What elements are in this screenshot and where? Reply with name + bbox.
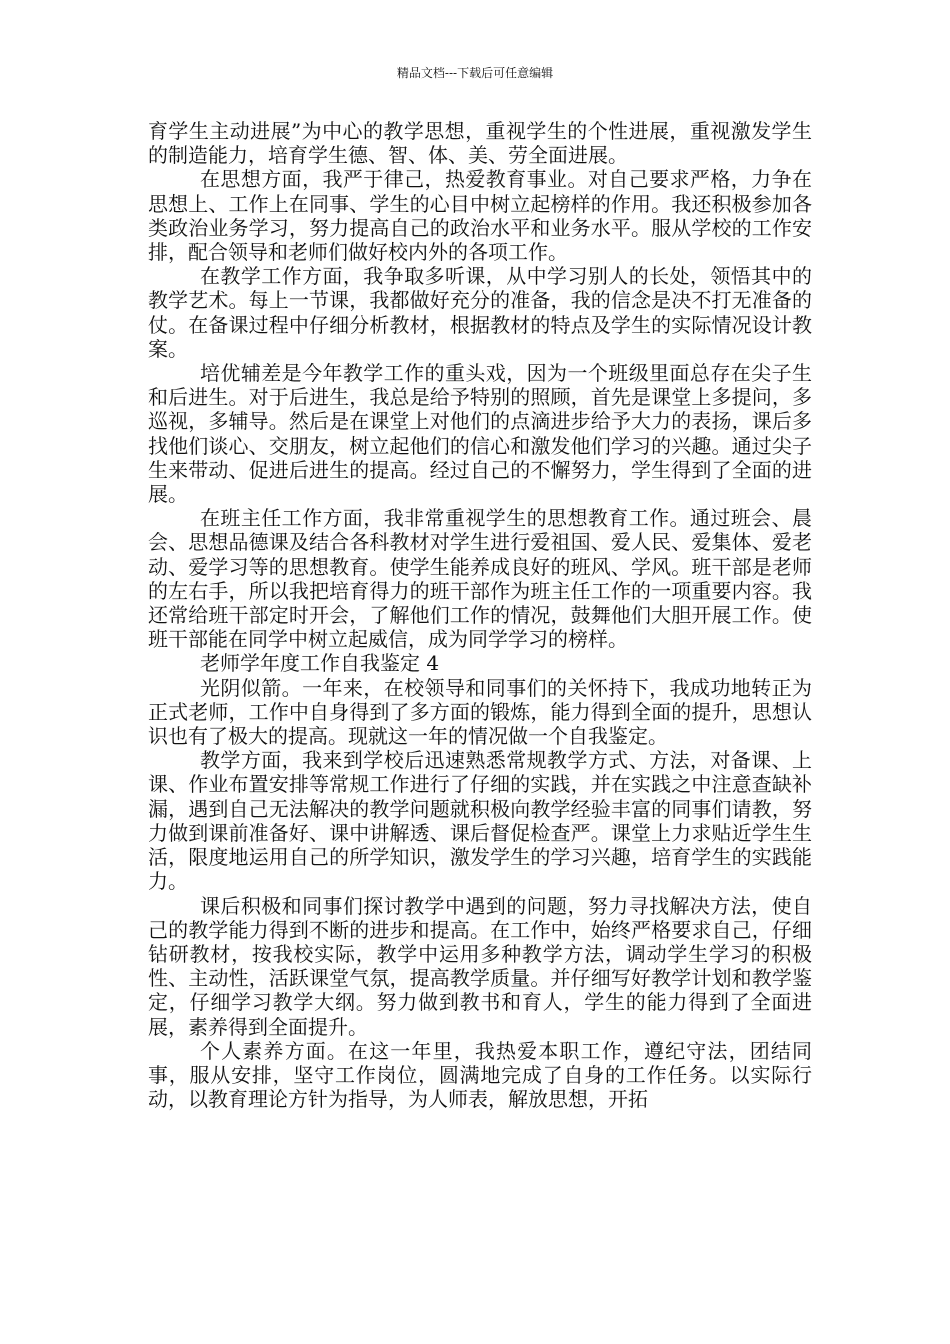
paragraph: 在教学工作方面，我争取多听课，从中学习别人的长处，领悟其中的教学艺术。每上一节课，我都做好充分的准备，我的信念是决不打无准备的仗。在备课过程中仔细分析教材，根据教材的特点及学生的实际情况设计教案。 [148, 264, 812, 361]
page-header: 精品文档---下载后可任意编辑 [396, 66, 554, 80]
paragraph: 在思想方面，我严于律己，热爱教育事业。对自己要求严格，力争在思想上、工作上在同事、学生的心目中树立起榜样的作用。我还积极参加各类政治业务学习，努力提高自己的政治水平和业务水平。服从学校的工作安排，配合领导和老师们做好校内外的各项工作。 [148, 167, 812, 265]
paragraph: 个人素养方面。在这一年里，我热爱本职工作，遵纪守法，团结同事，服从安排，坚守工作岗位，圆满地完成了自身的工作任务。以实际行动，以教育理论方针为指导，为人师表，解放思想，开拓 [148, 1038, 812, 1112]
paragraph: 光阴似箭。一年来，在校领导和同事们的关怀持下，我成功地转正为正式老师，工作中自身得到了多方面的锻炼，能力得到全面的提升，思想认识也有了极大的提高。现就这一年的情况做一个自我鉴定。 [148, 675, 812, 749]
paragraph: 教学方面，我来到学校后迅速熟悉常规教学方式、方法，对备课、上课、作业布置安排等常规工作进行了仔细的实践，并在实践之中注意查缺补漏，遇到自己无法解决的教学问题就积极向教学经验丰富的同事们请教，努力做到课前准备好、课中讲解透、课后督促检查严。课堂上力求贴近学生生活，限度地运用自己的所学知识，激发学生的学习兴趣，培育学生的实践能力。 [148, 748, 812, 894]
paragraph: 培优辅差是今年教学工作的重头戏，因为一个班级里面总存在尖子生和后进生。对于后进生，我总是给予特别的照顾，首先是课堂上多提问，多巡视，多辅导。然后是在课堂上对他们的点滴进步给予大力的表扬，课后多找他们谈心、交朋友，树立起他们的信心和激发他们学习的兴趣。通过尖子生来带动、促进后进生的提高。经过自己的不懈努力，学生得到了全面的进展。 [148, 361, 812, 507]
document-body [148, 119, 812, 1111]
paragraph: 在班主任工作方面，我非常重视学生的思想教育工作。通过班会、晨会、思想品德课及结合各科教材对学生进行爱祖国、爱人民、爱集体、爱老动、爱学习等的思想教育。使学生能养成良好的班风、学风。班干部是老师的左右手，所以我把培育得力的班干部作为班主任工作的一项重要内容。我还常给班干部定时开会，了解他们工作的情况，鼓舞他们大胆开展工作。使班干部能在同学中树立起威信，成为同学学习的榜样。 [148, 506, 812, 652]
paragraph: 育学生主动进展”为中心的教学思想，重视学生的个性进展，重视激发学生的制造能力，培育学生德、智、体、美、劳全面进展。 [148, 119, 812, 168]
section-title: 老师学年度工作自我鉴定 4 [200, 651, 440, 676]
paragraph: 课后积极和同事们探讨教学中遇到的问题，努力寻找解决方法，使自己的教学能力得到不断的进步和提高。在工作中，始终严格要求自己，仔细钻研教材，按我校实际，教学中运用多种教学方法，调动学生学习的积极性、主动性，活跃课堂气氛，提高教学质量。并仔细写好教学计划和教学鉴定，仔细学习教学大纲。努力做到教书和育人，学生的能力得到了全面进展，素养得到全面提升。 [148, 893, 812, 1039]
